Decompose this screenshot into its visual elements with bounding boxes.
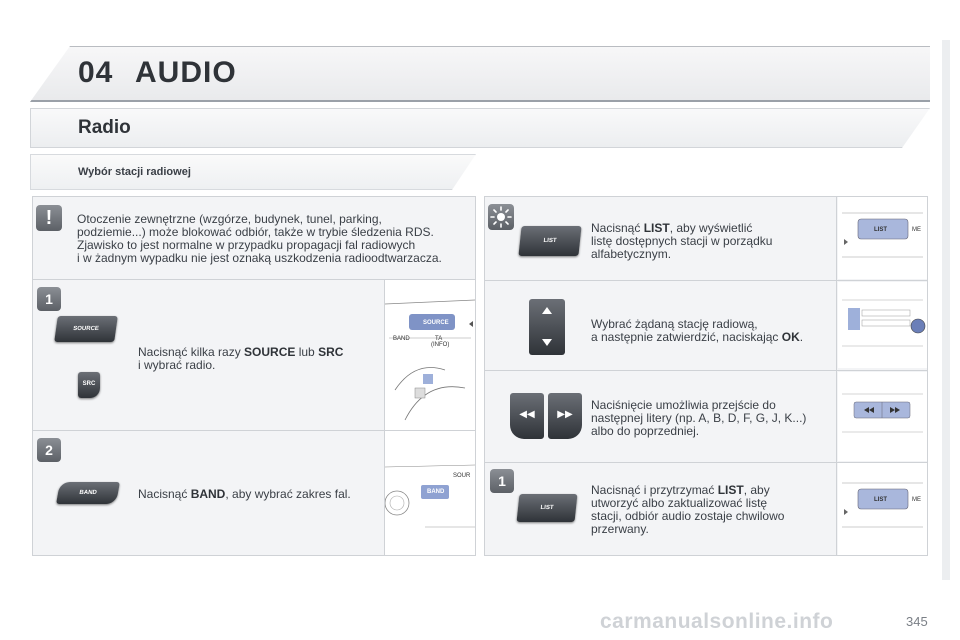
- step-badge-right-1: 1: [490, 469, 514, 493]
- step-badge-1: 1: [37, 287, 61, 311]
- list-button-illustration: LIST: [518, 226, 581, 256]
- illus-me-hold-label: ME: [912, 497, 921, 503]
- illus-list-hold-label: LIST: [874, 497, 887, 503]
- radio-panel-sketch: [385, 280, 475, 430]
- prev-next-button-illustration: [510, 393, 582, 439]
- page-number: 345: [906, 614, 928, 629]
- chapter-title: AUDIO: [135, 56, 237, 89]
- section-header-bar: [30, 108, 930, 148]
- illus-me-label: ME: [912, 227, 921, 233]
- list-hold-control-illustration: [838, 463, 927, 555]
- list-text: Nacisnąć LIST, aby wyświetlić listę dostępnych stacji w porządku alfabetycznym.: [591, 221, 773, 261]
- section-title: Radio: [78, 117, 131, 138]
- seek-control-illustration: [838, 372, 927, 461]
- rewind-icon: ◀◀: [519, 409, 535, 420]
- up-down-button-illustration: [529, 299, 565, 355]
- illus-sour-label: SOUR: [453, 473, 471, 479]
- src-button-illustration: SRC: [78, 372, 100, 398]
- step-badge-2: 2: [37, 438, 61, 462]
- select-station-text: Wybrać żądaną stację radiową, a następnie zatwierdzić, naciskając OK.: [591, 317, 804, 344]
- list-control-illustration: [838, 197, 927, 279]
- page-edge-rule: [942, 40, 950, 580]
- band-button-illustration: BAND: [56, 482, 120, 504]
- illus-source-label: SOURCE: [423, 320, 449, 326]
- warning-icon: !: [36, 205, 62, 231]
- letter-skip-text: Naciśnięcie umożliwia przejście do następnej litery (np. A, B, D, F, G, J, K...) albo do poprzedniej.: [591, 398, 807, 438]
- illus-ta-label: TA: [435, 336, 443, 342]
- list-hold-text: Nacisnąć i przytrzymać LIST, aby utworzyć albo zaktualizować listę stacji, odbiór audio zostaje chwilowo przerwany.: [591, 483, 785, 536]
- source-control-illustration: [385, 280, 475, 430]
- illus-list-label: LIST: [874, 227, 887, 233]
- watermark: carmanualsonline.info: [600, 610, 834, 633]
- warning-text: Otoczenie zewnętrzne (wzgórze, budynek, tunel, parking, podziemie...) może blokować odbiór, także w trybie śledzenia RDS. Zjawisko to jest normalne w przypadku propagacji fal radiowych i w żadnym wypadku nie jest oznaką uszkodzenia radioodtwarzacza.: [77, 212, 442, 265]
- source-button-illustration: SOURCE: [54, 316, 118, 342]
- illus-info-label: (INFO): [431, 342, 450, 348]
- illus-band2-label: BAND: [427, 489, 445, 495]
- arrow-down-icon: [542, 339, 552, 346]
- rewind-button: [510, 393, 544, 439]
- tip-sun-icon: [488, 204, 514, 230]
- subsection-title: Wybór stacji radiowej: [78, 166, 191, 178]
- ok-control-illustration: [838, 282, 927, 368]
- step1-text: Nacisnąć kilka razy SOURCE lub SRC i wybrać radio.: [138, 345, 344, 372]
- list-hold-button-illustration: LIST: [517, 494, 578, 522]
- forward-icon: ▶▶: [557, 409, 573, 420]
- band-control-illustration: [385, 431, 475, 555]
- illus-band-label: BAND: [393, 336, 410, 342]
- chapter-number: 04: [78, 56, 114, 89]
- arrow-up-icon: [542, 307, 552, 314]
- step2-text: Nacisnąć BAND, aby wybrać zakres fal.: [138, 487, 351, 501]
- forward-button: [548, 393, 582, 439]
